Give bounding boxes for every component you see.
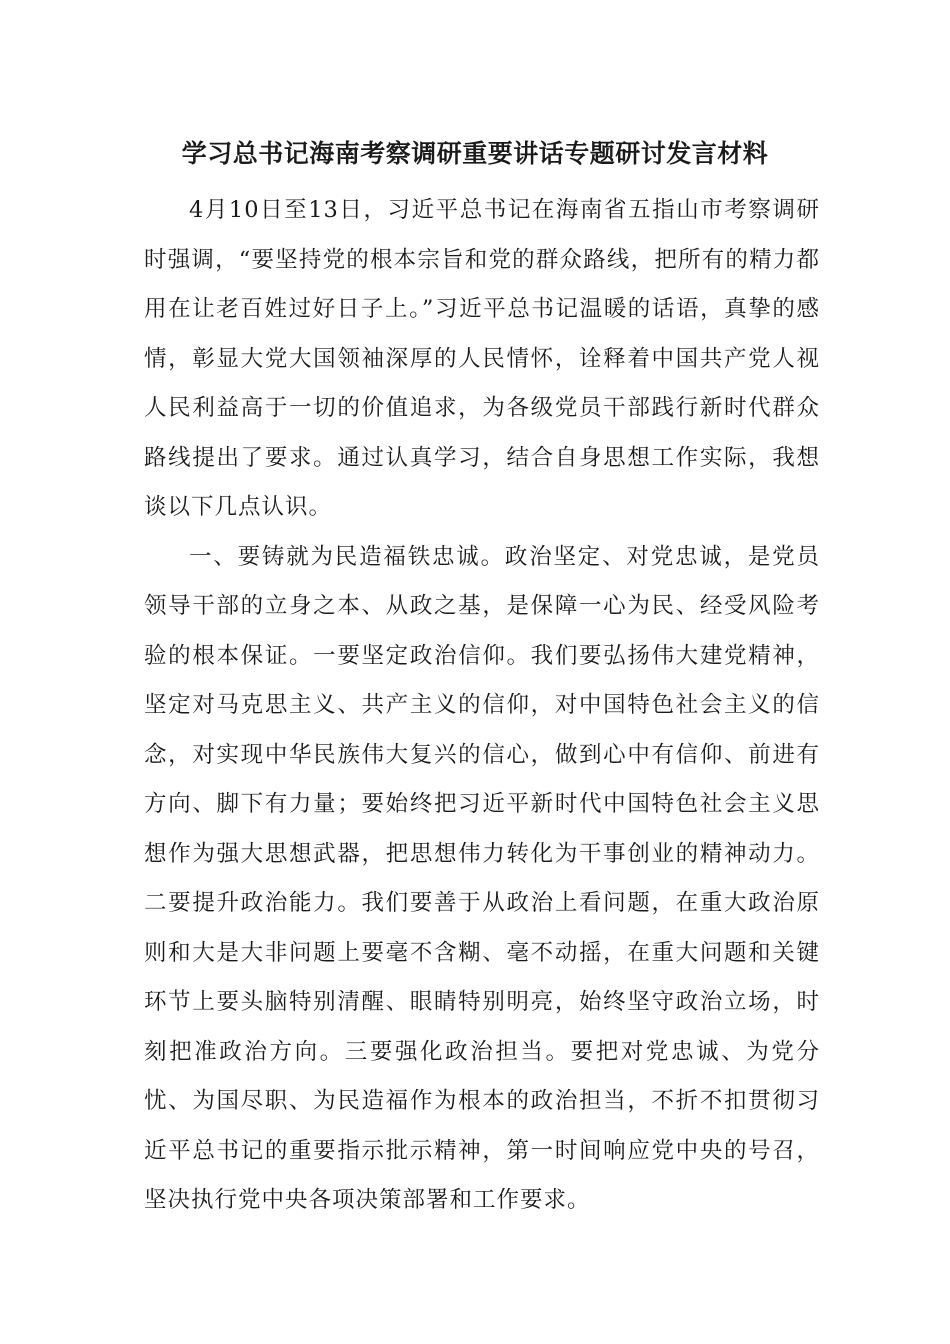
document-body bbox=[144, 186, 820, 1226]
document-title: 学习总书记海南考察调研重要讲话专题研讨发言材料 bbox=[181, 139, 769, 168]
paragraph-intro: 4月10日至13日，习近平总书记在海南省五指山市考察调研时强调，“要坚持党的根本宗旨和党的群众路线，把所有的精力都用在让老百姓过好日子上。”习近平总书记温暖的话语，真挚的感情，彰显大党大国领袖深厚的人民情怀，诠释着中国共产党人视人民利益高于一切的价值追求，为各级党员干部践行新时代群众路线提出了要求。通过认真学习，结合自身思想工作实际，我想谈以下几点认识。 bbox=[144, 197, 820, 520]
paragraph-section-one: 一、要铸就为民造福铁忠诚。政治坚定、对党忠诚，是党员领导干部的立身之本、从政之基，是保障一心为民、经受风险考验的根本保证。一要坚定政治信仰。我们要弘扬伟大建党精神，坚定对马克思主义、共产主义的信仰，对中国特色社会主义的信念，对实现中华民族伟大复兴的信心，做到心中有信仰、前进有方向、脚下有力量；要始终把习近平新时代中国特色社会主义思想作为强大思想武器，把思想伟力转化为干事创业的精神动力。二要提升政治能力。我们要善于从政治上看问题，在重大政治原则和大是大非问题上要毫不含糊、毫不动摇，在重大问题和关键环节上要头脑特别清醒、眼睛特别明亮，始终坚守政治立场，时刻把准政治方向。三要强化政治担当。要把对党忠诚、为党分忧、为国尽职、为民造福作为根本的政治担当，不折不扣贯彻习近平总书记的重要指示批示精神，第一时间响应党中央的号召，坚决执行党中央各项决策部署和工作要求。 bbox=[144, 543, 820, 1213]
